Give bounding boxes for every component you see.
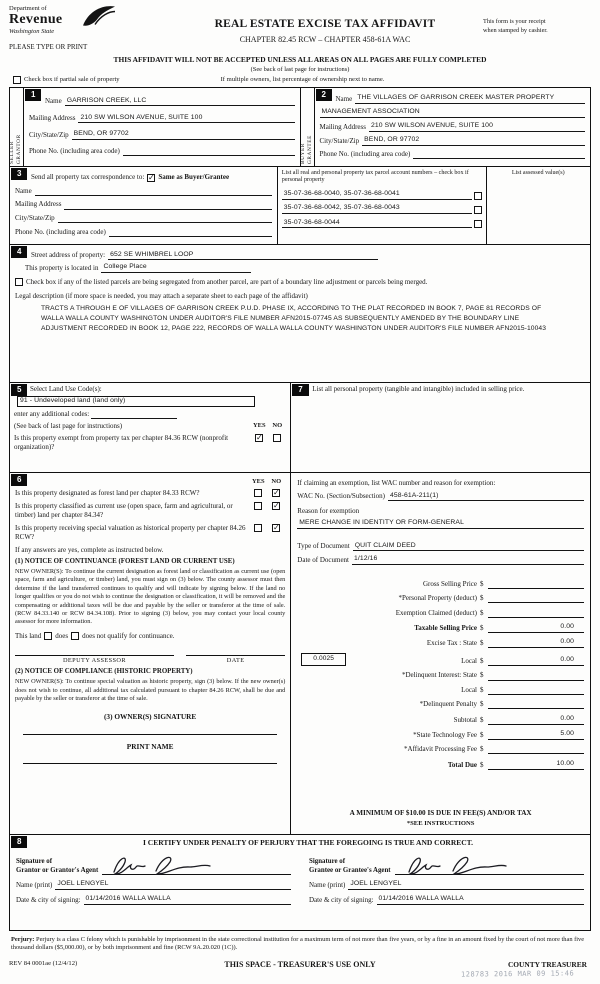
assessed-values-header: List assessed value(s) [511, 169, 565, 176]
notice-of-compliance-title: (2) NOTICE OF COMPLIANCE (HISTORIC PROPERTY) [15, 668, 193, 676]
buyer-name-field-line2[interactable]: MANAGEMENT ASSOCIATION [320, 108, 586, 118]
date-label: DATE [226, 656, 245, 664]
grantee-vertical-label: GRANTEE [306, 134, 313, 164]
seller-csz-field[interactable]: BEND, OR 97702 [72, 130, 295, 140]
tax-row: Excise Tax : State $ 0.00 [297, 638, 584, 648]
local-rate-box[interactable]: 0.0025 [301, 653, 346, 666]
land-use-code-section [10, 383, 290, 473]
buyer-csz-field[interactable]: BEND, OR 97702 [362, 136, 585, 146]
historic-yes-checkbox[interactable] [254, 524, 262, 532]
parcel-number-field[interactable]: 35-07-36-68-0044 [282, 219, 472, 229]
dollar-sign: $ [480, 760, 484, 769]
parcel-numbers-header: List all real and personal property tax parcel account numbers – check box if personal property [281, 169, 469, 184]
no-column-header: NO [272, 422, 283, 430]
minimum-due-note: A MINIMUM OF $10.00 IS DUE IN FEE(S) AND/OR TAX [349, 808, 532, 817]
grantee-signature-line[interactable] [395, 851, 584, 875]
legal-description-label: Legal description (if more space is needed, you may attach a separate sheet to each page of the affidavit) [15, 292, 308, 301]
right-column [291, 383, 590, 834]
gross-selling-price-field[interactable] [488, 580, 584, 589]
section-1-badge: 1 [25, 89, 41, 101]
exempt-question-label: Is this property exempt from property tax per chapter 84.36 RCW (nonprofit organization)? [14, 433, 229, 451]
form-title: REAL ESTATE EXCISE TAX AFFIDAVIT [214, 18, 436, 30]
tax-row: *State Technology Fee $ 5.00 [297, 730, 584, 740]
form-revision-number: REV 84 0001ae (12/4/12) [9, 960, 78, 968]
current-use-yes-checkbox[interactable] [254, 502, 262, 510]
tax-row: 0.0025 Local $ 0.00 [297, 653, 584, 666]
section-7-badge: 7 [292, 384, 308, 396]
parcel-number-field[interactable]: 35-07-36-68-0042, 35-07-36-68-0043 [282, 204, 472, 214]
historic-no-checkbox[interactable]: ✓ [272, 522, 280, 532]
dollar-sign: $ [480, 594, 484, 603]
treasurer-use-only-label: THIS SPACE - TREASURER'S USE ONLY [224, 960, 376, 970]
does-qualify-checkbox[interactable] [44, 632, 52, 640]
department-of-label: Department of [9, 5, 47, 12]
left-column [10, 383, 291, 834]
seller-grantor-side-label [10, 88, 24, 166]
date-of-document-label: Date of Document [297, 556, 350, 565]
personal-property-section [291, 383, 590, 473]
seller-fields [24, 88, 300, 166]
current-use-no-checkbox[interactable]: ✓ [272, 501, 280, 511]
total-due-field[interactable]: 10.00 [488, 760, 584, 770]
segregated-parcels-checkbox[interactable] [15, 278, 23, 286]
parcel-number-field[interactable]: 35-07-36-68-0040, 35-07-36-68-0041 [282, 190, 472, 200]
grantee-signature-of-label: Signature of [309, 857, 346, 865]
does-label: does [55, 631, 69, 640]
seller-name-field[interactable]: GARRISON CREEK, LLC [65, 97, 295, 107]
correspondence-phone-field[interactable] [109, 228, 272, 237]
excise-tax-state-field[interactable]: 0.00 [488, 638, 584, 648]
exemption-and-tax-section [291, 473, 590, 834]
personal-property-label: List all personal property (tangible and intangible) included in selling price. [312, 384, 525, 393]
subtotal-field[interactable]: 0.00 [488, 715, 584, 725]
middle-columns [9, 383, 591, 835]
chapter-subtitle: CHAPTER 82.45 RCW – CHAPTER 458-61A WAC [239, 34, 411, 44]
grantor-agent-label: Grantor or Grantor's Agent [16, 866, 99, 874]
certification-section [9, 835, 591, 931]
section-4-badge: 4 [11, 246, 27, 258]
delinquent-interest-local-field[interactable] [488, 686, 584, 695]
grantee-signature [403, 854, 511, 880]
washington-state-label: Washington State [9, 28, 55, 36]
buyer-grantee-section [300, 88, 591, 166]
see-back-instructions-note: (See back of last page for instructions) [14, 421, 123, 430]
affidavit-processing-fee-field[interactable] [488, 745, 584, 754]
grantor-printed-name-field[interactable]: JOEL LENGYEL [55, 880, 291, 890]
correspondence-csz-label: City/State/Zip [15, 214, 55, 223]
if-yes-note: If any answers are yes, complete as instructed below. [15, 545, 164, 554]
notice-of-compliance-text: NEW OWNER(S): To continue special valuation as historic property, sign (3) below. If the new owner(s) does not wish to continue, all additional tax calculated pursuant to chapter 84.26 RCW, shall be due and payable by the seller or transferor at the time of sale. [15, 678, 286, 702]
dollar-sign: $ [480, 715, 484, 724]
grantee-date-city-field[interactable]: 01/14/2016 WALLA WALLA [377, 895, 584, 905]
yes-column-header: YES [252, 422, 266, 430]
property-description-section [9, 245, 591, 383]
dollar-sign: $ [480, 623, 484, 632]
buyer-vertical-label: BUYER [299, 142, 306, 164]
additional-codes-label: enter any additional codes: [14, 409, 90, 418]
personal-property-checkbox-1[interactable] [474, 192, 482, 200]
taxable-selling-price-field[interactable]: 0.00 [488, 623, 584, 633]
seller-phone-field[interactable] [123, 147, 295, 156]
reason-for-exemption-field[interactable]: MERE CHANGE IN IDENTITY OR FORM-GENERAL [297, 519, 584, 529]
tax-row: *Affidavit Processing Fee $ [297, 745, 584, 754]
header-left [9, 5, 167, 55]
dor-logo [9, 5, 167, 38]
grantor-date-city-field[interactable]: 01/14/2016 WALLA WALLA [84, 895, 291, 905]
reason-for-exemption-label: Reason for exemption [297, 507, 360, 516]
county-treasurer-label: COUNTY TREASURER [507, 960, 587, 970]
additional-codes-field[interactable] [91, 410, 177, 419]
does-not-label: does not qualify for continuance. [82, 631, 175, 640]
grantor-signature [110, 854, 218, 880]
grantor-vertical-label: GRANTOR [16, 133, 22, 164]
this-land-label: This land [15, 631, 42, 640]
located-in-field[interactable]: College Place [101, 263, 251, 273]
dollar-sign: $ [480, 656, 484, 665]
print-name-label: PRINT NAME [126, 741, 174, 751]
cashier-date-stamp: 128783 2016 MAR 09 15:46 [460, 969, 575, 979]
section-8-badge: 8 [11, 836, 27, 848]
grantor-name-print-label: Name (print) [16, 881, 53, 889]
dollar-sign: $ [480, 685, 484, 694]
section-3-badge: 3 [11, 168, 27, 180]
seller-phone-label: Phone No. (including area code) [29, 147, 120, 156]
exempt-no-checkbox[interactable] [273, 434, 281, 442]
buyer-csz-label: City/State/Zip [319, 136, 360, 145]
buyer-name-label: Name [335, 94, 353, 103]
exempt-yes-checkbox[interactable]: ✓ [255, 432, 263, 442]
tax-row: *Delinquent Penalty $ [297, 700, 584, 709]
parcel-row [282, 204, 482, 214]
exemption-claimed-field[interactable] [488, 609, 584, 618]
section-6-badge: 6 [11, 474, 27, 486]
excise-tax-local-field[interactable]: 0.00 [488, 656, 584, 666]
assessed-values-column [486, 167, 590, 244]
land-use-code-value: 91 - Undeveloped land (land only) [20, 396, 126, 404]
buyer-phone-field[interactable] [413, 150, 585, 159]
land-use-code-box[interactable] [17, 396, 255, 407]
no-column-header: NO [271, 477, 282, 485]
seller-name-label: Name [45, 97, 62, 106]
seller-address-field[interactable]: 210 SW WILSON AVENUE, SUITE 100 [78, 114, 294, 124]
segregated-parcels-label: Check box if any of the listed parcels are being segregated from another parcel, are part of a boundary line adjustment or parcels being merged. [26, 278, 428, 287]
state-technology-fee-field[interactable]: 5.00 [488, 730, 584, 740]
correspondence-address-label: Mailing Address [15, 200, 62, 209]
buyer-address-label: Mailing Address [319, 122, 366, 131]
receipt-note [483, 5, 591, 55]
personal-property-checkbox-2[interactable] [474, 206, 482, 214]
seller-grantor-section [10, 88, 300, 166]
receipt-note-line1: This form is your receipt [483, 18, 546, 25]
grantee-printed-name-field[interactable]: JOEL LENGYEL [348, 880, 584, 890]
tax-row: Subtotal $ 0.00 [297, 715, 584, 725]
owners-signature-line[interactable] [23, 722, 277, 735]
dollar-sign: $ [480, 700, 484, 709]
dollar-sign: $ [480, 579, 484, 588]
buyer-fields [315, 88, 591, 166]
section-5-badge: 5 [11, 384, 27, 396]
located-in-label: This property is located in [25, 264, 99, 273]
dollar-sign: $ [480, 638, 484, 647]
deputy-assessor-signature-line[interactable] [15, 655, 174, 656]
perjury-text: Perjury is a class C felony which is punishable by imprisonment in the state correctional institution for a maximum term of not more than five years, or by a fine in an amount fixed by the court of not more than five thousand dollars ($5,000.00), or by both imprisonment and fine (RCW 9A.20.020 (1C)). [11, 935, 585, 952]
dollar-sign: $ [480, 745, 484, 754]
send-correspondence-label: Send all property tax correspondence to: [31, 173, 145, 182]
please-type-or-print-label: PLEASE TYPE OR PRINT [9, 43, 88, 51]
seller-address-label: Mailing Address [29, 114, 76, 123]
perjury-lead: Perjury: [11, 935, 35, 943]
revenue-wordmark: Revenue [9, 12, 63, 28]
partial-sale-label: Check box if partial sale of property [24, 75, 120, 83]
tax-row: Taxable Selling Price $ 0.00 [297, 623, 584, 633]
buyer-address-field[interactable]: 210 SW WILSON AVENUE, SUITE 100 [369, 122, 585, 132]
legal-description-text[interactable]: TRACTS A THROUGH E OF VILLAGES OF GARRISON CREEK P.U.D. PHASE IX, ACCORDING TO THE PLAT RECORDED IN BOOK 7, PAGE 81 RECORDS OF WALLA WALLA COUNTY WASHINGTON UNDER AUDITOR'S FILE NUMBER AFN2015-07745 AS SUBSEQUENTLY AMENDED BY THE BOUNDARY LINE ADJUSTMENT RECORDED IN BOOK 12, PAGE 222, RECORDS OF WALLA WALLA COUNTY WASHINGTON UNDER AUDITOR'S FILE NUMBER AFN2015-10043 [41, 305, 547, 332]
section-2-badge: 2 [316, 89, 332, 101]
perjury-clause [9, 936, 591, 954]
forest-land-question: Is this property designated as forest land per chapter 84.33 RCW? [15, 488, 200, 497]
forest-no-checkbox[interactable]: ✓ [272, 487, 280, 497]
see-back-note: (See back of last page for instructions) [250, 65, 350, 73]
tax-row: Total Due $ 10.00 [297, 760, 584, 770]
grantor-signature-of-label: Signature of [16, 857, 53, 865]
dollar-sign: $ [480, 730, 484, 739]
historic-property-question: Is this property receiving special valuation as historical property per chapter 84.26 RCW? [15, 523, 246, 541]
seller-vertical-label: SELLER [9, 140, 16, 164]
grantor-signature-line[interactable] [102, 851, 291, 875]
deputy-assessor-label: DEPUTY ASSESSOR [62, 656, 126, 664]
not-accepted-warning: THIS AFFIDAVIT WILL NOT BE ACCEPTED UNLESS ALL AREAS ON ALL PAGES ARE FULLY COMPLETED [113, 55, 487, 64]
dollar-sign: $ [480, 671, 484, 680]
type-of-document-field[interactable]: QUIT CLAIM DEED [353, 542, 584, 552]
same-as-buyer-checkbox[interactable]: ✓ [147, 172, 155, 182]
delinquent-penalty-field[interactable] [488, 700, 584, 709]
parcel-numbers-column [277, 167, 486, 244]
see-instructions-note: *SEE INSTRUCTIONS [406, 819, 475, 827]
notice-of-continuance-text: NEW OWNER(S): To continue the current designation as forest land or classification as current use (open space, farm and agriculture, or timber) land, you must sign on (3) below. The county assessor must then determine if the land transferred continues to qualify and will indicate by signing below. If the land no longer qualifies or you do not wish to continue the designation or classification, it will be removed and the compensating or additional taxes will be due and payable by the seller or transferor at the time of sale. (RCW 84.33.140 or RCW 84.34.108). Prior to signing (3) below, you may contact your local county assessor for more information. [15, 567, 286, 626]
form-header [9, 5, 591, 55]
partial-sale-checkbox[interactable] [13, 76, 21, 84]
type-of-document-label: Type of Document [297, 542, 350, 551]
street-address-label: Street address of property: [31, 251, 106, 260]
correspondence-name-field[interactable] [35, 187, 272, 196]
grantor-signature-block [16, 851, 291, 905]
does-not-qualify-checkbox[interactable] [71, 632, 79, 640]
grantor-date-city-label: Date & city of signing: [16, 895, 81, 904]
multiple-owners-note: If multiple owners, list percentage of ownership next to name. [220, 75, 385, 83]
tax-row: Local $ [297, 686, 584, 695]
deputy-date-line[interactable] [186, 655, 285, 656]
correspondence-fields [10, 167, 277, 244]
delinquent-interest-state-field[interactable] [488, 672, 584, 681]
yes-column-header: YES [251, 477, 265, 485]
same-as-buyer-label: Same as Buyer/Grantee [158, 173, 230, 182]
grantee-name-print-label: Name (print) [309, 881, 346, 889]
revenue-swoosh-icon [81, 2, 117, 29]
parcel-row [282, 190, 482, 200]
print-name-line[interactable] [23, 751, 277, 764]
personal-property-deduct-field[interactable] [488, 594, 584, 603]
buyer-phone-label: Phone No. (including area code) [319, 150, 411, 159]
dollar-sign: $ [480, 608, 484, 617]
correspondence-csz-field[interactable] [58, 214, 272, 223]
parcel-row [282, 219, 482, 229]
tax-row: Exemption Claimed (deduct) $ [297, 609, 584, 618]
buyer-grantee-side-label [301, 88, 315, 166]
exemption-intro: If claiming an exemption, list WAC number and reason for exemption: [297, 478, 496, 487]
certify-statement: I CERTIFY UNDER PENALTY OF PERJURY THAT THE FOREGOING IS TRUE AND CORRECT. [142, 837, 473, 847]
owners-signature-title: (3) OWNER(S) SIGNATURE [103, 712, 197, 722]
parties-row [9, 87, 591, 167]
land-use-title: Select Land Use Code(s): [30, 384, 102, 393]
current-use-question: Is this property classified as current use (open space, farm and agricultural, or timber) land per chapter 84.34? [15, 502, 233, 520]
tax-row: *Personal Property (deduct) $ [297, 594, 584, 603]
tax-row: *Delinquent Interest: State $ [297, 671, 584, 680]
wac-number-label: WAC No. (Section/Subsection) [297, 492, 385, 501]
street-address-field[interactable]: 652 SE WHIMBREL LOOP [108, 251, 378, 261]
tax-correspondence-section [9, 167, 591, 245]
header-center [167, 5, 483, 55]
grantee-date-city-label: Date & city of signing: [309, 895, 374, 904]
grantee-agent-label: Grantee or Grantee's Agent [309, 866, 391, 874]
correspondence-address-field[interactable] [64, 201, 271, 210]
date-of-document-field[interactable]: 1/12/16 [352, 555, 584, 565]
wac-number-field[interactable]: 458-61A-211(1) [388, 492, 584, 502]
tax-row: Gross Selling Price $ [297, 580, 584, 589]
seller-csz-label: City/State/Zip [29, 131, 69, 140]
buyer-name-field-line1[interactable]: THE VILLAGES OF GARRISON CREEK MASTER PROPERTY [355, 94, 585, 104]
correspondence-phone-label: Phone No. (including area code) [15, 227, 106, 236]
notice-of-continuance-title: (1) NOTICE OF CONTINUANCE (FOREST LAND OR CURRENT USE) [15, 557, 235, 565]
partial-sale-row [13, 76, 591, 85]
receipt-note-line2: when stamped by cashier. [483, 26, 548, 34]
grantee-signature-block [309, 851, 584, 905]
correspondence-name-label: Name [15, 186, 32, 195]
land-classification-section [10, 473, 290, 834]
personal-property-checkbox-3[interactable] [474, 220, 482, 228]
forest-yes-checkbox[interactable] [254, 489, 262, 497]
